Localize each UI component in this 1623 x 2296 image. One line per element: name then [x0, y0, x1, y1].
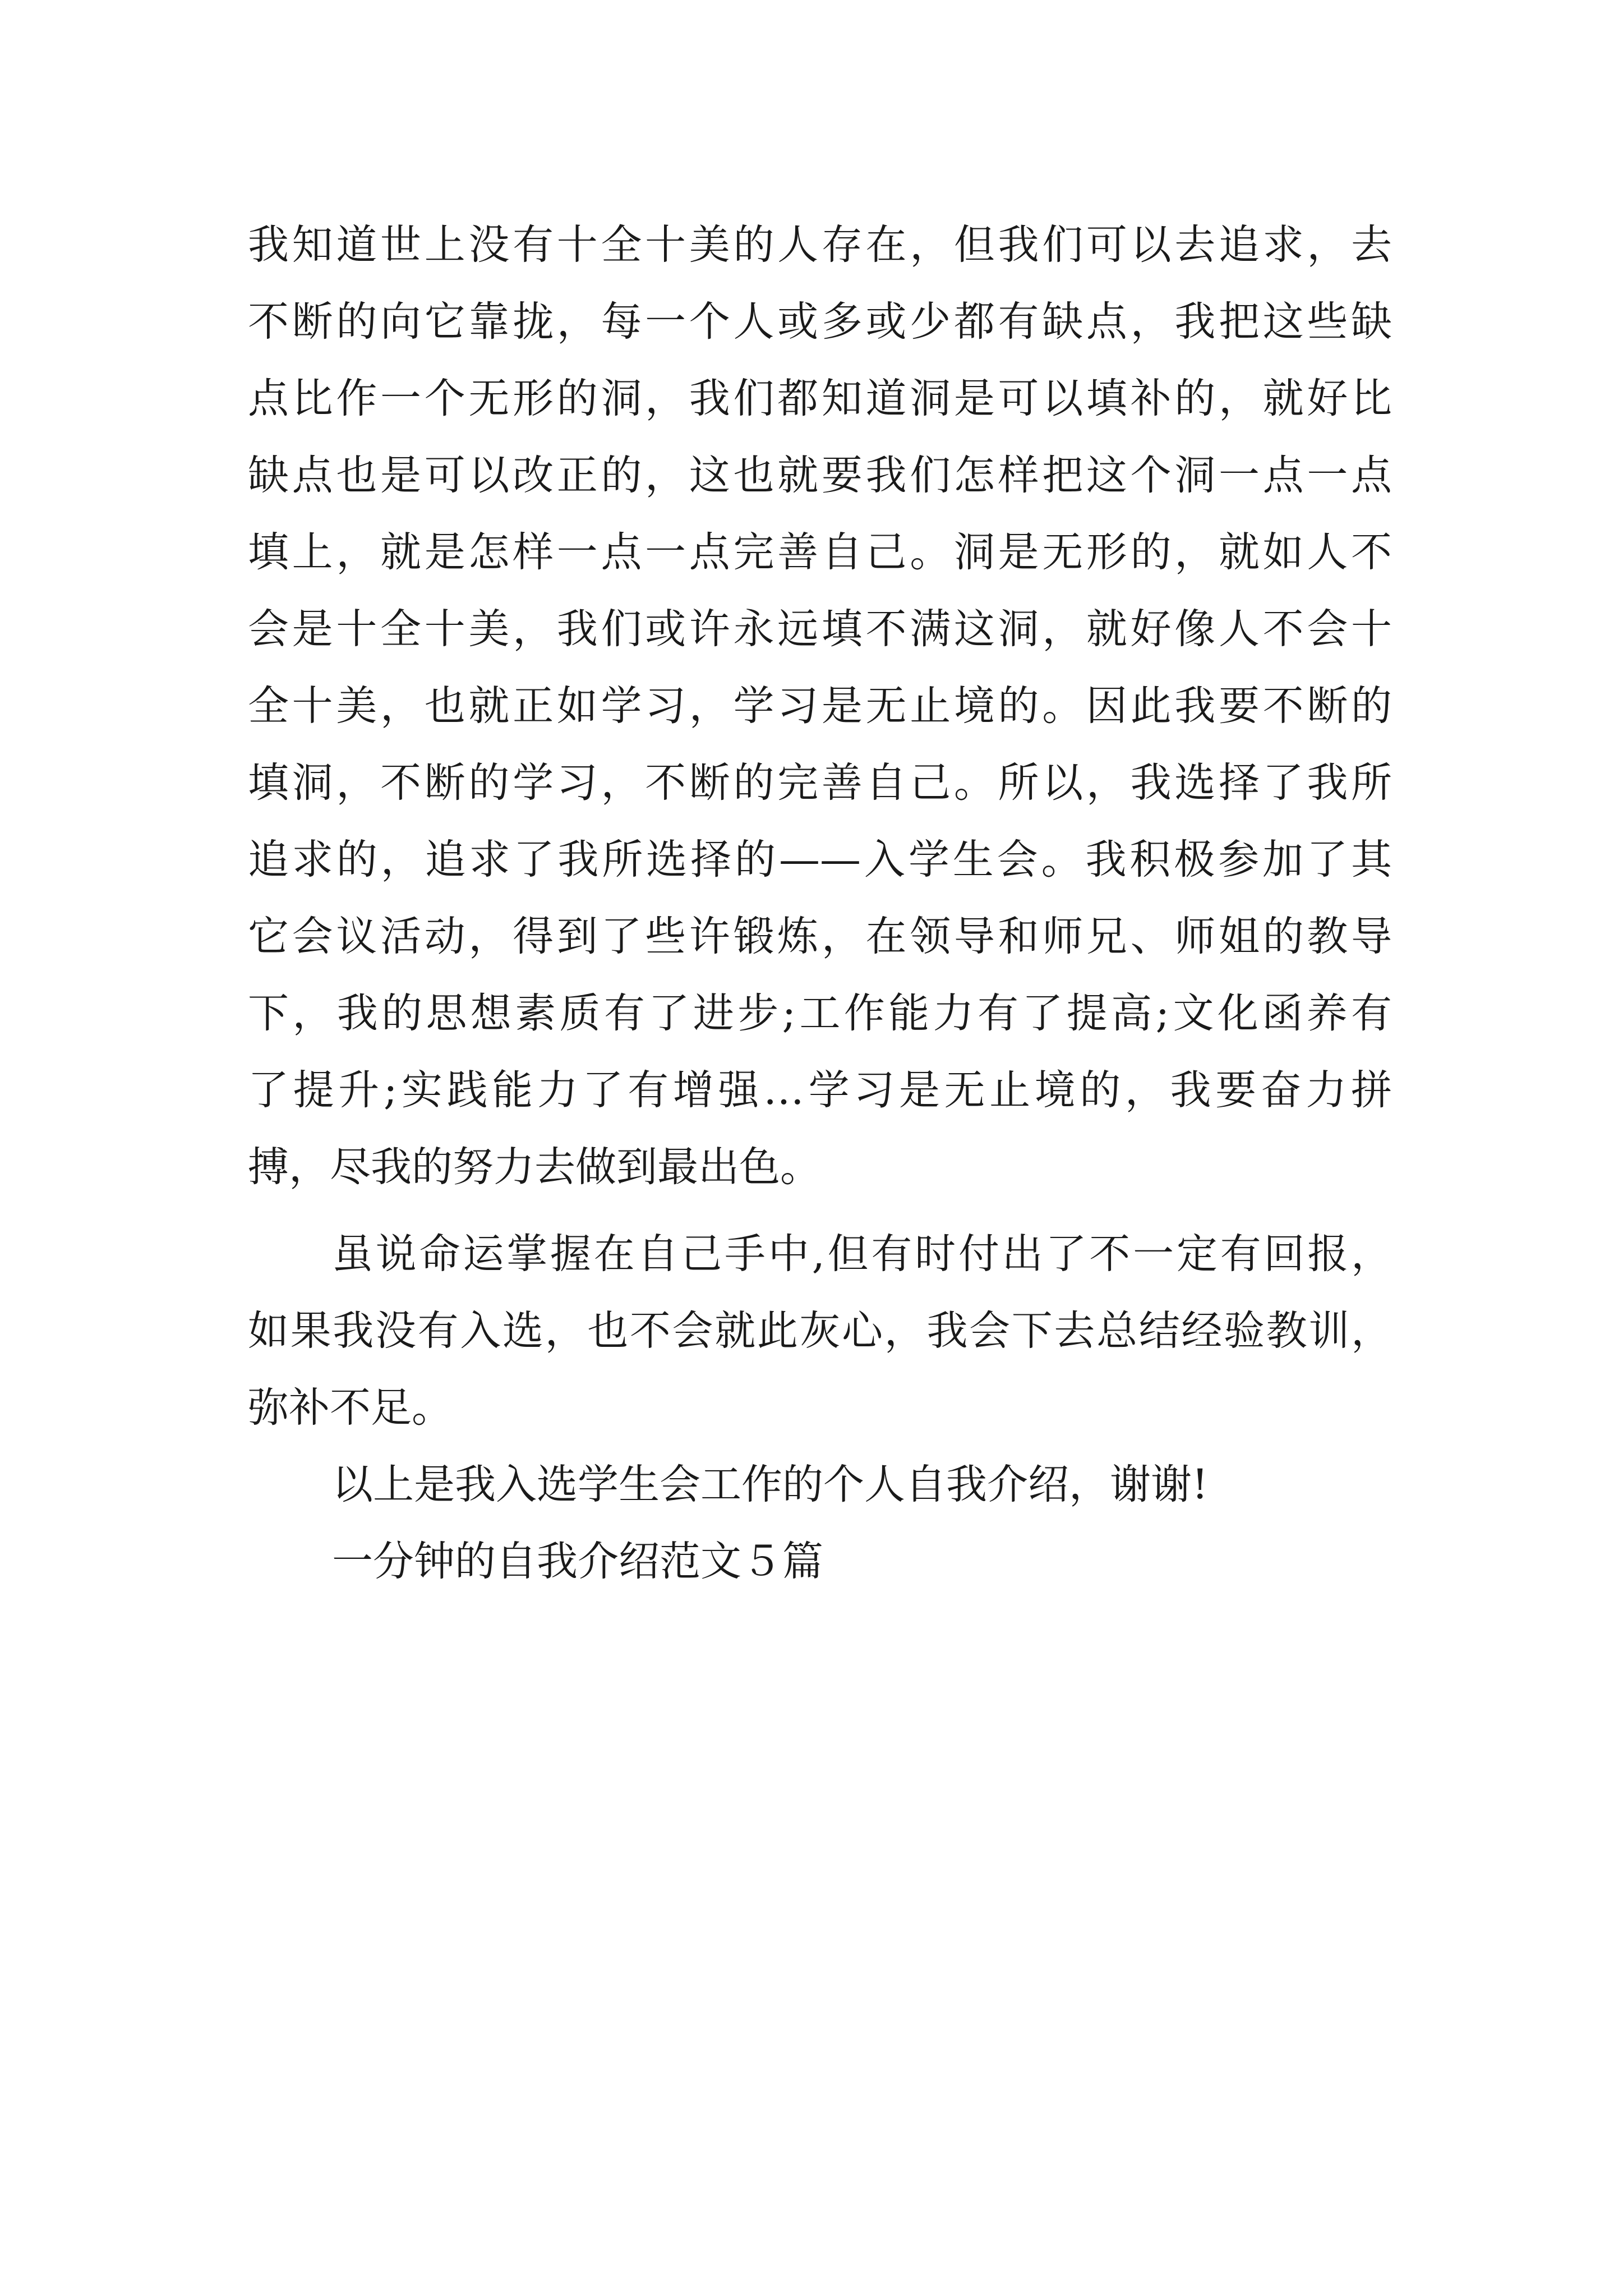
paragraph-line: 搏，尽我的努力去做到最出色。: [248, 1143, 821, 1191]
paragraph-line: 我知道世上没有十全十美的人存在，但我们可以去追求，去: [248, 221, 1392, 269]
paragraph-line: 下，我的思想素质有了进步;工作能力有了提高;文化函养有: [248, 990, 1392, 1037]
paragraph-line: 以上是我入选学生会工作的个人自我介绍，谢谢!: [332, 1461, 1209, 1508]
paragraph-line: 会是十全十美，我们或许永远填不满这洞，就好像人不会十: [248, 605, 1392, 653]
paragraph-line: 弥补不足。: [248, 1384, 453, 1432]
paragraph-line: 它会议活动，得到了些许锻炼，在领导和师兄、师姐的教导: [248, 913, 1392, 960]
paragraph-line: 虽说命运掌握在自己手中,但有时付出了不一定有回报，: [332, 1230, 1392, 1278]
paragraph-line: 填上，就是怎样一点一点完善自己。洞是无形的，就如人不: [248, 528, 1392, 576]
paragraph-line: 填洞，不断的学习，不断的完善自己。所以，我选择了我所: [248, 759, 1392, 807]
paragraph-line: 缺点也是可以改正的，这也就要我们怎样把这个洞一点一点: [248, 452, 1392, 499]
paragraph-line: 全十美，也就正如学习，学习是无止境的。因此我要不断的: [248, 682, 1392, 730]
section-heading: [248, 1523, 1392, 1600]
paragraph-line: 如果我没有入选，也不会就此灰心，我会下去总结经验教训，: [248, 1307, 1392, 1355]
paragraph-fate: [248, 1216, 1392, 1446]
paragraph-line: 点比作一个无形的洞，我们都知道洞是可以填补的，就好比: [248, 375, 1392, 422]
heading-line: 一分钟的自我介绍范文５篇: [332, 1538, 823, 1585]
paragraph-closing: [248, 1446, 1392, 1523]
paragraph-self-improvement: [248, 206, 1392, 1205]
paragraph-line: 了提升;实践能力了有增强…学习是无止境的，我要奋力拼: [248, 1066, 1392, 1114]
paragraph-line: 追求的，追求了我所选择的——入学生会。我积极参加了其: [248, 836, 1392, 884]
paragraph-line: 不断的向它靠拢，每一个人或多或少都有缺点，我把这些缺: [248, 298, 1392, 346]
